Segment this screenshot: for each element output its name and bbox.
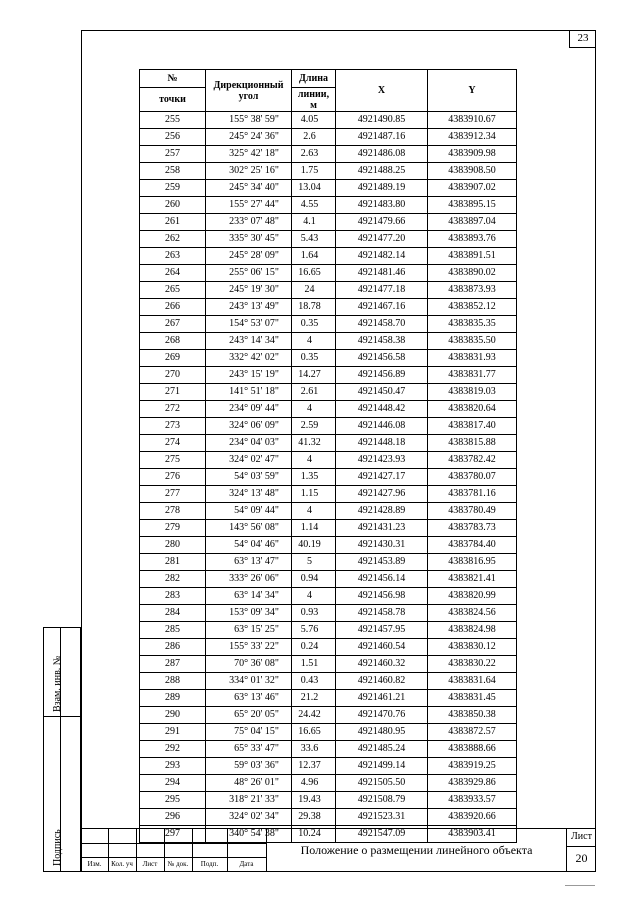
point-number: 256 (140, 129, 206, 146)
coord-x: 4921486.08 (336, 146, 428, 163)
line-length: 2.61 (292, 384, 336, 401)
coord-x: 4921456.14 (336, 571, 428, 588)
coord-y: 4383872.57 (428, 724, 517, 741)
point-number: 278 (140, 503, 206, 520)
table-row (140, 231, 517, 248)
point-number: 277 (140, 486, 206, 503)
table-row (140, 503, 517, 520)
direction-angle: 154° 53' 07" (206, 316, 292, 333)
direction-angle: 245° 24' 36" (206, 129, 292, 146)
page-number: 23 (569, 30, 596, 48)
coord-y: 4383835.35 (428, 316, 517, 333)
direction-angle: 332° 42' 02" (206, 350, 292, 367)
coord-y: 4383831.45 (428, 690, 517, 707)
coord-x: 4921458.70 (336, 316, 428, 333)
header-length-unit: линии, м (292, 88, 336, 112)
table-row (140, 469, 517, 486)
line-length: 1.35 (292, 469, 336, 486)
coord-x: 4921470.76 (336, 707, 428, 724)
line-length: 1.75 (292, 163, 336, 180)
line-length: 2.6 (292, 129, 336, 146)
direction-angle: 59° 03' 36" (206, 758, 292, 775)
point-number: 258 (140, 163, 206, 180)
line-length: 4.05 (292, 112, 336, 129)
coord-x: 4921481.46 (336, 265, 428, 282)
direction-angle: 324° 06' 09" (206, 418, 292, 435)
coord-x: 4921490.85 (336, 112, 428, 129)
direction-angle: 63° 13' 47" (206, 554, 292, 571)
header-x: X (336, 70, 428, 112)
coord-x: 4921458.38 (336, 333, 428, 350)
table-row (140, 248, 517, 265)
point-number: 275 (140, 452, 206, 469)
point-number: 267 (140, 316, 206, 333)
line-length: 4.55 (292, 197, 336, 214)
coord-y: 4383897.04 (428, 214, 517, 231)
direction-angle: 245° 28' 09" (206, 248, 292, 265)
coord-x: 4921448.42 (336, 401, 428, 418)
line-length: 0.43 (292, 673, 336, 690)
sheet-label: Лист (567, 831, 596, 847)
line-length: 1.51 (292, 656, 336, 673)
caption-no-dok: № док. (167, 860, 189, 868)
direction-angle: 54° 09' 44" (206, 503, 292, 520)
coord-x: 4921479.66 (336, 214, 428, 231)
header-y: Y (428, 70, 517, 112)
point-number: 284 (140, 605, 206, 622)
line-length: 10.24 (292, 826, 336, 843)
point-number: 283 (140, 588, 206, 605)
table-row (140, 520, 517, 537)
coord-x: 4921457.95 (336, 622, 428, 639)
line-length: 4 (292, 503, 336, 520)
coord-y: 4383933.57 (428, 792, 517, 809)
header-points: точки (140, 88, 206, 112)
coord-x: 4921460.82 (336, 673, 428, 690)
point-number: 285 (140, 622, 206, 639)
direction-angle: 325° 42' 18" (206, 146, 292, 163)
coord-y: 4383890.02 (428, 265, 517, 282)
point-number: 286 (140, 639, 206, 656)
caption-podp: Подп. (200, 860, 219, 868)
direction-angle: 63° 14' 34" (206, 588, 292, 605)
table-row (140, 792, 517, 809)
direction-angle: 155° 38' 59" (206, 112, 292, 129)
table-row (140, 775, 517, 792)
line-length: 21.2 (292, 690, 336, 707)
coord-x: 4921450.47 (336, 384, 428, 401)
table-row (140, 333, 517, 350)
point-number: 269 (140, 350, 206, 367)
table-row (140, 571, 517, 588)
line-length: 24.42 (292, 707, 336, 724)
direction-angle: 63° 15' 25" (206, 622, 292, 639)
point-number: 296 (140, 809, 206, 826)
line-length: 40.19 (292, 537, 336, 554)
direction-angle: 63° 13' 46" (206, 690, 292, 707)
coord-y: 4383824.98 (428, 622, 517, 639)
table-row (140, 435, 517, 452)
coord-x: 4921499.14 (336, 758, 428, 775)
coord-y: 4383929.86 (428, 775, 517, 792)
line-length: 5 (292, 554, 336, 571)
line-length: 5.43 (292, 231, 336, 248)
line-length: 14.27 (292, 367, 336, 384)
coord-y: 4383873.93 (428, 282, 517, 299)
direction-angle: 143° 56' 08" (206, 520, 292, 537)
caption-kol-uch: Кол. уч (111, 860, 133, 868)
direction-angle: 340° 54' 38" (206, 826, 292, 843)
table-row (140, 537, 517, 554)
point-number: 274 (140, 435, 206, 452)
line-length: 0.35 (292, 350, 336, 367)
table-row (140, 588, 517, 605)
point-number: 279 (140, 520, 206, 537)
coord-x: 4921477.18 (336, 282, 428, 299)
line-length: 1.15 (292, 486, 336, 503)
coord-y: 4383781.16 (428, 486, 517, 503)
header-length-top: Длина (292, 70, 336, 88)
line-length: 33.6 (292, 741, 336, 758)
coord-x: 4921488.25 (336, 163, 428, 180)
direction-angle: 333° 26' 06" (206, 571, 292, 588)
point-number: 272 (140, 401, 206, 418)
coord-y: 4383831.64 (428, 673, 517, 690)
coord-x: 4921427.96 (336, 486, 428, 503)
table-row (140, 197, 517, 214)
table-row (140, 112, 517, 129)
coord-x: 4921489.19 (336, 180, 428, 197)
coord-x: 4921427.17 (336, 469, 428, 486)
table-row (140, 401, 517, 418)
direction-angle: 75° 04' 15" (206, 724, 292, 741)
coord-y: 4383821.41 (428, 571, 517, 588)
coord-y: 4383907.02 (428, 180, 517, 197)
coord-y: 4383824.56 (428, 605, 517, 622)
coord-x: 4921547.09 (336, 826, 428, 843)
direction-angle: 155° 33' 22" (206, 639, 292, 656)
direction-angle: 318° 21' 33" (206, 792, 292, 809)
coord-x: 4921505.50 (336, 775, 428, 792)
direction-angle: 141° 51' 18" (206, 384, 292, 401)
line-length: 2.63 (292, 146, 336, 163)
line-length: 4 (292, 588, 336, 605)
scan-edge-line (565, 885, 595, 886)
coord-x: 4921487.16 (336, 129, 428, 146)
direction-angle: 234° 09' 44" (206, 401, 292, 418)
table-row (140, 707, 517, 724)
direction-angle: 48° 26' 01" (206, 775, 292, 792)
point-number: 291 (140, 724, 206, 741)
coord-x: 4921428.89 (336, 503, 428, 520)
direction-angle: 155° 27' 44" (206, 197, 292, 214)
coord-y: 4383831.93 (428, 350, 517, 367)
point-number: 268 (140, 333, 206, 350)
point-number: 288 (140, 673, 206, 690)
table-row (140, 741, 517, 758)
direction-angle: 324° 02' 34" (206, 809, 292, 826)
point-number: 255 (140, 112, 206, 129)
caption-data: Дата (239, 860, 254, 868)
table-row (140, 299, 517, 316)
point-number: 260 (140, 197, 206, 214)
coord-x: 4921448.18 (336, 435, 428, 452)
direction-angle: 233° 07' 48" (206, 214, 292, 231)
table-row (140, 163, 517, 180)
point-number: 259 (140, 180, 206, 197)
table-row (140, 146, 517, 163)
coord-y: 4383903.41 (428, 826, 517, 843)
direction-angle: 255° 06' 15" (206, 265, 292, 282)
line-length: 19.43 (292, 792, 336, 809)
point-number: 273 (140, 418, 206, 435)
direction-angle: 335° 30' 45" (206, 231, 292, 248)
coord-x: 4921458.78 (336, 605, 428, 622)
point-number: 265 (140, 282, 206, 299)
table-row (140, 418, 517, 435)
coord-y: 4383852.12 (428, 299, 517, 316)
table-row (140, 180, 517, 197)
point-number: 264 (140, 265, 206, 282)
point-number: 282 (140, 571, 206, 588)
coord-x: 4921508.79 (336, 792, 428, 809)
sheet-box (566, 829, 596, 872)
table-row (140, 656, 517, 673)
line-length: 18.78 (292, 299, 336, 316)
direction-angle: 302° 25' 16" (206, 163, 292, 180)
table-row (140, 486, 517, 503)
coord-x: 4921523.31 (336, 809, 428, 826)
title-block (81, 828, 596, 872)
coord-x: 4921460.54 (336, 639, 428, 656)
line-length: 13.04 (292, 180, 336, 197)
table-row (140, 316, 517, 333)
coord-y: 4383784.40 (428, 537, 517, 554)
coord-x: 4921461.21 (336, 690, 428, 707)
table-row (140, 384, 517, 401)
coord-y: 4383780.07 (428, 469, 517, 486)
document-title: Положение о размещении линейного объекта (266, 829, 566, 872)
coord-x: 4921460.32 (336, 656, 428, 673)
direction-angle: 324° 02' 47" (206, 452, 292, 469)
line-length: 5.76 (292, 622, 336, 639)
revision-grid (81, 829, 266, 872)
table-row (140, 639, 517, 656)
direction-angle: 243° 14' 34" (206, 333, 292, 350)
line-length: 29.38 (292, 809, 336, 826)
line-length: 4 (292, 401, 336, 418)
line-length: 41.32 (292, 435, 336, 452)
coord-y: 4383831.77 (428, 367, 517, 384)
header-no: № (140, 70, 206, 88)
direction-angle: 70° 36' 08" (206, 656, 292, 673)
point-number: 287 (140, 656, 206, 673)
coord-y: 4383908.50 (428, 163, 517, 180)
line-length: 4.1 (292, 214, 336, 231)
coord-x: 4921482.14 (336, 248, 428, 265)
direction-angle: 245° 34' 40" (206, 180, 292, 197)
caption-izm: Изм. (87, 860, 102, 868)
direction-angle: 54° 04' 46" (206, 537, 292, 554)
table-row (140, 622, 517, 639)
direction-angle: 243° 15' 19" (206, 367, 292, 384)
table-row (140, 129, 517, 146)
point-number: 261 (140, 214, 206, 231)
table-row (140, 452, 517, 469)
coord-y: 4383909.98 (428, 146, 517, 163)
coord-y: 4383895.15 (428, 197, 517, 214)
coord-y: 4383919.25 (428, 758, 517, 775)
point-number: 270 (140, 367, 206, 384)
table-row (140, 724, 517, 741)
coord-y: 4383830.12 (428, 639, 517, 656)
coord-y: 4383817.40 (428, 418, 517, 435)
coord-y: 4383912.34 (428, 129, 517, 146)
line-length: 12.37 (292, 758, 336, 775)
point-number: 289 (140, 690, 206, 707)
coord-y: 4383820.64 (428, 401, 517, 418)
coord-y: 4383850.38 (428, 707, 517, 724)
line-length: 1.14 (292, 520, 336, 537)
coord-y: 4383920.66 (428, 809, 517, 826)
table-row (140, 673, 517, 690)
direction-angle: 234° 04' 03" (206, 435, 292, 452)
line-length: 1.64 (292, 248, 336, 265)
line-length: 2.59 (292, 418, 336, 435)
coord-x: 4921456.58 (336, 350, 428, 367)
coord-y: 4383780.49 (428, 503, 517, 520)
vzam-inv-label: Взам. инв. № (52, 655, 63, 712)
table-row (140, 758, 517, 775)
line-length: 0.93 (292, 605, 336, 622)
coord-y: 4383893.76 (428, 231, 517, 248)
direction-angle: 245° 19' 30" (206, 282, 292, 299)
coord-y: 4383816.95 (428, 554, 517, 571)
coord-x: 4921446.08 (336, 418, 428, 435)
direction-angle: 65° 33' 47" (206, 741, 292, 758)
coord-y: 4383820.99 (428, 588, 517, 605)
line-length: 0.35 (292, 316, 336, 333)
direction-angle: 324° 13' 48" (206, 486, 292, 503)
coord-y: 4383835.50 (428, 333, 517, 350)
coord-y: 4383782.42 (428, 452, 517, 469)
point-number: 295 (140, 792, 206, 809)
table-row (140, 554, 517, 571)
point-number: 271 (140, 384, 206, 401)
line-length: 4.96 (292, 775, 336, 792)
caption-list: Лист (142, 860, 158, 868)
line-length: 24 (292, 282, 336, 299)
point-number: 293 (140, 758, 206, 775)
table-row (140, 214, 517, 231)
coord-x: 4921453.89 (336, 554, 428, 571)
coord-y: 4383783.73 (428, 520, 517, 537)
direction-angle: 334° 01' 32" (206, 673, 292, 690)
coord-x: 4921431.23 (336, 520, 428, 537)
table-row (140, 350, 517, 367)
coord-x: 4921467.16 (336, 299, 428, 316)
point-number: 292 (140, 741, 206, 758)
point-number: 297 (140, 826, 206, 843)
table-row (140, 809, 517, 826)
coord-x: 4921485.24 (336, 741, 428, 758)
point-number: 262 (140, 231, 206, 248)
coord-y: 4383910.67 (428, 112, 517, 129)
coord-y: 4383819.03 (428, 384, 517, 401)
point-number: 290 (140, 707, 206, 724)
coordinates-table (139, 69, 517, 843)
point-number: 294 (140, 775, 206, 792)
direction-angle: 54° 03' 59" (206, 469, 292, 486)
direction-angle: 153° 09' 34" (206, 605, 292, 622)
line-length: 16.65 (292, 265, 336, 282)
point-number: 266 (140, 299, 206, 316)
table-row (140, 282, 517, 299)
coord-x: 4921456.89 (336, 367, 428, 384)
coord-x: 4921483.80 (336, 197, 428, 214)
line-length: 4 (292, 452, 336, 469)
coord-y: 4383815.88 (428, 435, 517, 452)
coord-y: 4383888.66 (428, 741, 517, 758)
table-row (140, 367, 517, 384)
coord-x: 4921430.31 (336, 537, 428, 554)
coord-y: 4383891.51 (428, 248, 517, 265)
coord-x: 4921480.95 (336, 724, 428, 741)
point-number: 276 (140, 469, 206, 486)
table-row (140, 605, 517, 622)
line-length: 0.94 (292, 571, 336, 588)
table-row (140, 690, 517, 707)
coord-x: 4921477.20 (336, 231, 428, 248)
direction-angle: 65° 20' 05" (206, 707, 292, 724)
coord-y: 4383830.22 (428, 656, 517, 673)
line-length: 16.65 (292, 724, 336, 741)
table-row (140, 265, 517, 282)
podpis-label: Подпись (52, 829, 63, 866)
point-number: 281 (140, 554, 206, 571)
header-angle: Дирекционный угол (206, 70, 292, 112)
point-number: 263 (140, 248, 206, 265)
line-length: 4 (292, 333, 336, 350)
point-number: 257 (140, 146, 206, 163)
coord-x: 4921456.98 (336, 588, 428, 605)
sheet-number: 20 (575, 851, 588, 865)
line-length: 0.24 (292, 639, 336, 656)
coord-x: 4921423.93 (336, 452, 428, 469)
point-number: 280 (140, 537, 206, 554)
direction-angle: 243° 13' 49" (206, 299, 292, 316)
